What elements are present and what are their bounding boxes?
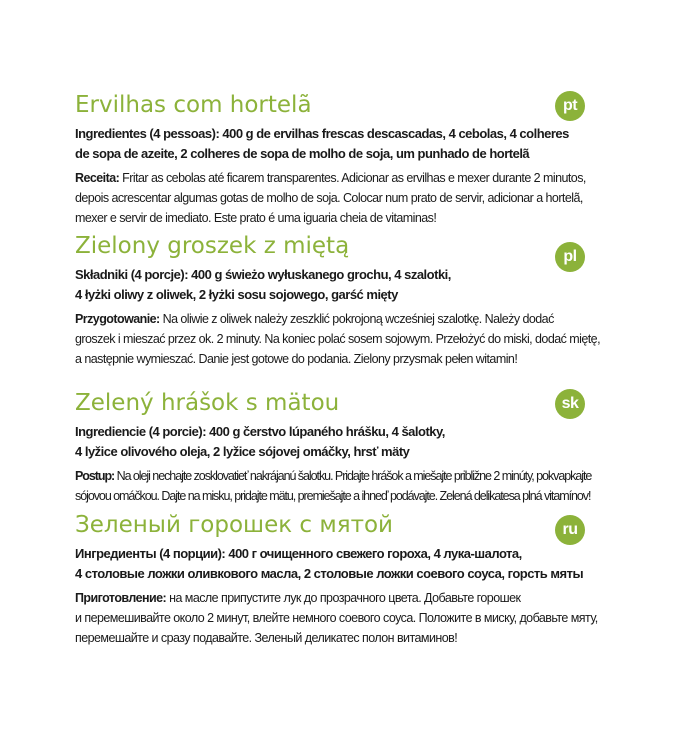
recipe-section-pl bbox=[75, 233, 600, 369]
recipe-line: перемешайте и сразу подавайте. Зеленый деликатес полон витаминов! bbox=[75, 631, 458, 645]
ingredients-line: de sopa de azeite, 2 colheres de sopa de molho de soja, um punhado de hortelã bbox=[75, 146, 530, 161]
recipe-instructions bbox=[75, 466, 595, 506]
recipe-line: и перемешивайте около 2 минут, влейте немного соевого соуса. Положите в миску, добавьте мяту, bbox=[75, 611, 598, 625]
recipe-title: Зеленый горошек с мятой bbox=[75, 512, 393, 538]
recipe-label: Приготовление: bbox=[75, 591, 167, 605]
ingredients-line: 4 столовые ложки оливкового масла, 2 столовые ложки соевого соуса, горсть мяты bbox=[75, 566, 584, 581]
recipe-title: Ervilhas com hortelã bbox=[75, 92, 312, 118]
recipe-instructions bbox=[75, 168, 595, 228]
language-badge-pt: pt bbox=[555, 91, 585, 121]
ingredients-text bbox=[75, 124, 595, 164]
recipe-section-sk bbox=[75, 390, 595, 506]
ingredients-line: Ingrediencie (4 porcie): 400 g čerstvo lúpaného hrášku, 4 šalotky, bbox=[75, 424, 445, 439]
recipe-line: depois acrescentar algumas gotas de molho de soja. Colocar num prato de servir, adicionar a hortelã, bbox=[75, 191, 583, 205]
ingredients-line: 4 lyžice olivového oleja, 2 lyžice sójovej omáčky, hrsť mäty bbox=[75, 444, 410, 459]
language-badge-sk: sk bbox=[555, 389, 585, 419]
recipe-instructions bbox=[75, 588, 598, 648]
recipe-line: groszek i mieszać przez ok. 2 minuty. Na koniec polać sosem sojowym. Przełożyć do miski, dodać miętę, bbox=[75, 332, 600, 346]
recipe-line bbox=[75, 588, 595, 608]
recipe-instructions bbox=[75, 309, 600, 369]
recipe-line bbox=[75, 309, 595, 329]
language-badge-pl: pl bbox=[555, 242, 585, 272]
recipe-title: Zelený hrášok s mätou bbox=[75, 390, 340, 416]
recipe-line: sójovou omáčkou. Dajte na misku, pridajte mätu, premiešajte a ihneď podávajte. Zelená delikatesa plná vitamínov! bbox=[75, 489, 591, 503]
recipe-section-ru bbox=[75, 512, 598, 648]
ingredients-text bbox=[75, 265, 595, 305]
recipe-title: Zielony groszek z miętą bbox=[75, 233, 350, 259]
recipe-text: Na oleji nechajte zosklovatieť nakrájanú šalotku. Pridajte hrášok a miešajte približne 2 minúty, pokvapkajte bbox=[114, 469, 592, 483]
ingredients-line: 4 łyżki oliwy z oliwek, 2 łyżki sosu sojowego, garść mięty bbox=[75, 287, 398, 302]
recipe-text: Na oliwie z oliwek należy zeszklić pokrojoną wcześniej szalotkę. Należy dodać bbox=[159, 312, 554, 326]
recipe-label: Postup: bbox=[75, 469, 115, 483]
recipe-line bbox=[75, 168, 595, 188]
recipe-text: Fritar as cebolas até ficarem transparentes. Adicionar as ervilhas e mexer durante 2 minutos, bbox=[119, 171, 586, 185]
recipe-section-pt bbox=[75, 92, 595, 228]
recipe-text: на масле припустите лук до прозрачного цвета. Добавьте горошек bbox=[166, 591, 521, 605]
ingredients-line: Składniki (4 porcje): 400 g świeżo wyłuskanego grochu, 4 szalotki, bbox=[75, 267, 451, 282]
ingredients-line: Ingredientes (4 pessoas): 400 g de ervilhas frescas descascadas, 4 cebolas, 4 colheres bbox=[75, 126, 569, 141]
recipe-line: mexer e servir de imediato. Este prato é uma iguaria cheia de vitaminas! bbox=[75, 211, 437, 225]
recipe-line: a następnie wymieszać. Danie jest gotowe do podania. Zielony przysmak pełen witamin! bbox=[75, 352, 518, 366]
language-badge-ru: ru bbox=[555, 515, 585, 545]
ingredients-text bbox=[75, 544, 595, 584]
ingredients-text bbox=[75, 422, 595, 462]
recipe-label: Przygotowanie: bbox=[75, 312, 160, 326]
recipe-line bbox=[75, 466, 595, 486]
recipe-label: Receita: bbox=[75, 171, 120, 185]
ingredients-line: Ингредиенты (4 порции): 400 г очищенного свежего гороха, 4 лука-шалота, bbox=[75, 546, 522, 561]
